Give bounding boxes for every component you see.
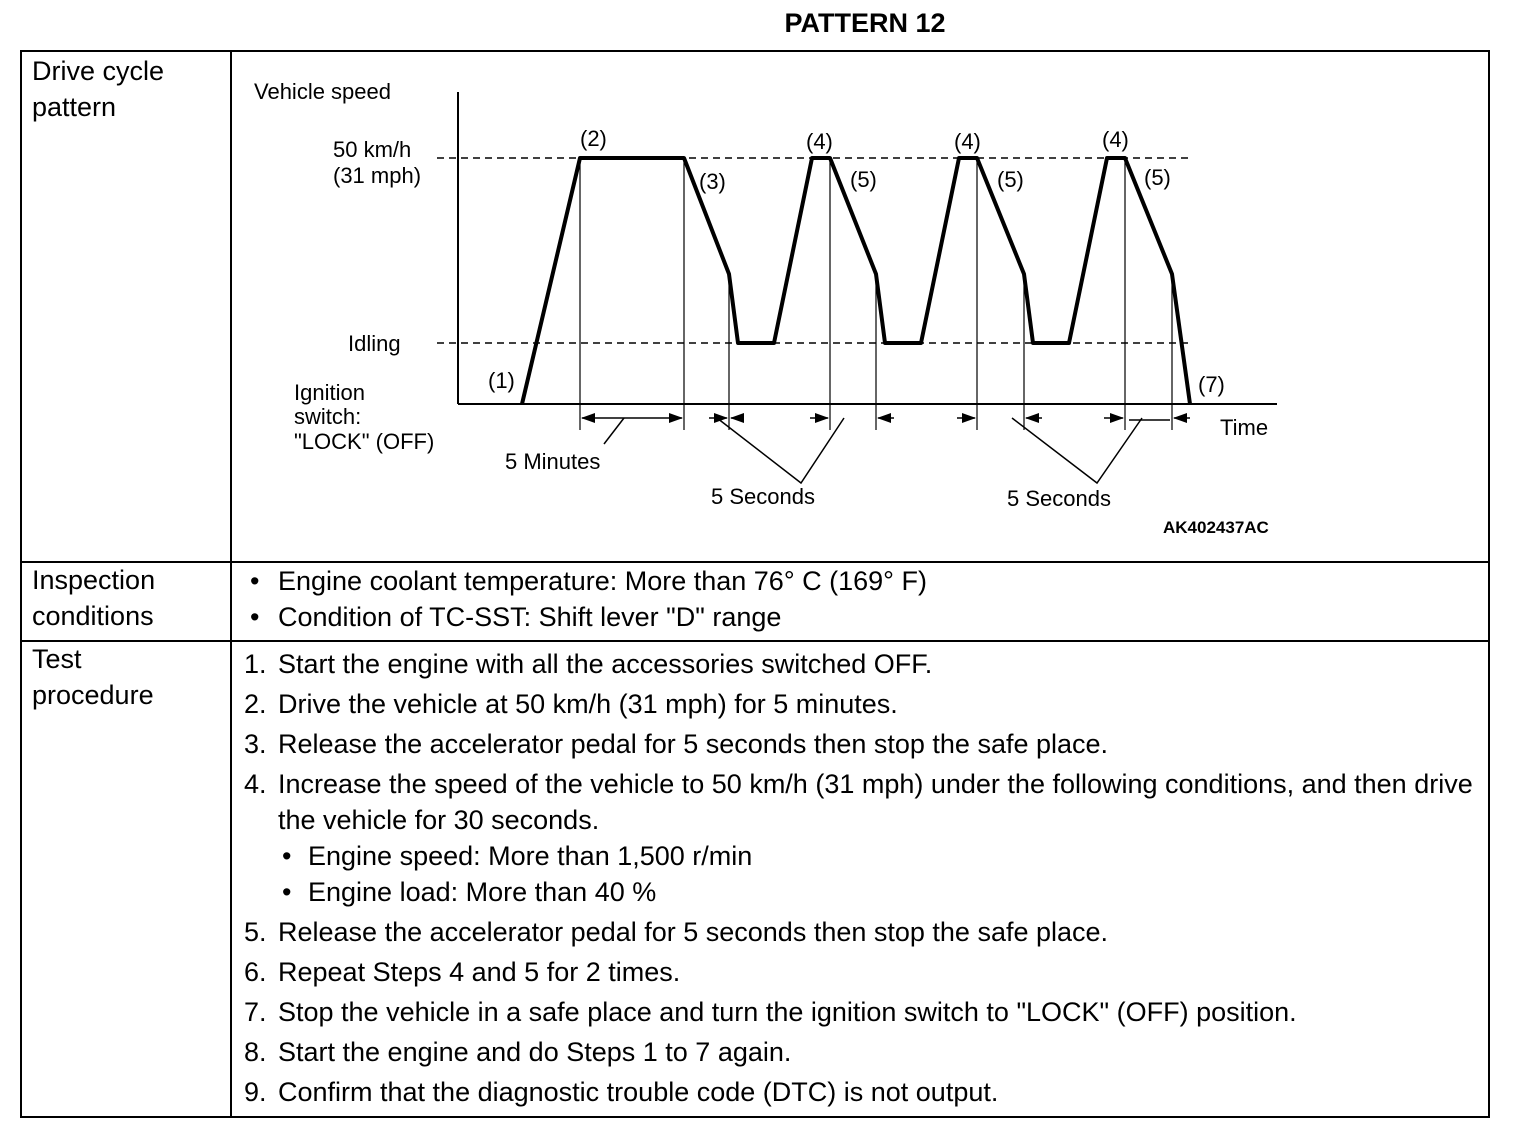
step-number: 3. — [244, 729, 267, 759]
x-axis-label: Time — [1220, 415, 1269, 440]
procedure-step — [244, 954, 1484, 990]
duration-label: 5 Seconds — [711, 484, 815, 509]
sub-condition — [244, 874, 1484, 910]
pattern-table — [20, 50, 1490, 1118]
step-number: 2. — [244, 689, 267, 719]
ignition-label: "LOCK" (OFF) — [294, 429, 435, 454]
marker-label: (4) — [1102, 127, 1129, 152]
bullet: • — [282, 877, 292, 907]
idling-label: Idling — [348, 331, 401, 356]
marker-label: (1) — [488, 368, 515, 393]
marker-label: (5) — [997, 167, 1024, 192]
duration-label: 5 Seconds — [1007, 486, 1111, 511]
ignition-label: Ignition — [294, 380, 365, 405]
list-item — [244, 563, 927, 599]
step-number: 6. — [244, 957, 267, 987]
marker-label: (3) — [699, 169, 726, 194]
procedure-step — [244, 646, 1484, 682]
drive-cycle-label: Drive cycle pattern — [32, 56, 165, 122]
bullet: • — [250, 602, 260, 632]
bullet: • — [282, 841, 292, 871]
procedure-step — [244, 766, 1484, 910]
marker-label: (4) — [954, 129, 981, 154]
step-text: Release the accelerator pedal for 5 seconds then stop the safe place. — [278, 729, 1109, 759]
figure-code: AK402437AC — [1163, 518, 1269, 537]
step-text: Start the engine and do Steps 1 to 7 again. — [278, 1037, 792, 1067]
condition-text: Engine coolant temperature: More than 76° C (169° F) — [278, 566, 927, 596]
inspection-conditions-list — [244, 563, 927, 635]
speed-value-label: (31 mph) — [333, 163, 422, 188]
step-number: 9. — [244, 1077, 267, 1107]
step-number: 7. — [244, 997, 267, 1027]
marker-label: (2) — [580, 126, 607, 151]
inspection-conditions-label: Inspection conditions — [32, 565, 156, 631]
sub-condition-text: Engine speed: More than 1,500 r/min — [308, 841, 753, 871]
marker-label: (5) — [850, 167, 877, 192]
y-axis-label: Vehicle speed — [254, 79, 391, 104]
step-text: Drive the vehicle at 50 km/h (31 mph) for 5 minutes. — [278, 689, 898, 719]
procedure-step — [244, 1074, 1484, 1110]
step-text: Confirm that the diagnostic trouble code (DTC) is not output. — [278, 1077, 999, 1107]
row-divider — [22, 640, 1488, 642]
step-text: Repeat Steps 4 and 5 for 2 times. — [278, 957, 681, 987]
test-procedure-label: Test procedure — [32, 644, 154, 710]
sub-condition — [244, 838, 1484, 874]
step-text: Increase the speed of the vehicle to 50 km/h (31 mph) under the following conditions, and then drive the vehicle for 30 seconds. — [278, 769, 1473, 835]
step-text: Release the accelerator pedal for 5 seconds then stop the safe place. — [278, 917, 1109, 947]
callout-leaders — [604, 418, 1142, 483]
ignition-label: switch: — [294, 404, 362, 429]
duration-label: 5 Minutes — [505, 449, 601, 474]
bullet: • — [250, 566, 260, 596]
speed-profile-line — [522, 158, 1190, 404]
sub-condition-text: Engine load: More than 40 % — [308, 877, 657, 907]
list-item — [244, 599, 927, 635]
marker-label: (5) — [1144, 165, 1171, 190]
step-number: 1. — [244, 649, 267, 679]
marker-label: (7) — [1198, 372, 1225, 397]
condition-text: Condition of TC-SST: Shift lever "D" range — [278, 602, 782, 632]
time-marker-lines — [580, 158, 1172, 430]
step-number: 5. — [244, 917, 267, 947]
step-number: 8. — [244, 1037, 267, 1067]
speed-value-label: 50 km/h — [333, 137, 412, 162]
procedure-step — [244, 686, 1484, 722]
duration-arrows — [582, 418, 1190, 420]
page-title: PATTERN 12 — [784, 8, 946, 38]
step-text: Start the engine with all the accessories switched OFF. — [278, 649, 933, 679]
step-text: Stop the vehicle in a safe place and turn the ignition switch to "LOCK" (OFF) position. — [278, 997, 1297, 1027]
marker-label: (4) — [806, 129, 833, 154]
procedure-step — [244, 726, 1484, 762]
drive-cycle-diagram — [232, 52, 1488, 560]
test-procedure-steps — [244, 646, 1484, 1114]
procedure-step — [244, 994, 1484, 1030]
step-number: 4. — [244, 769, 267, 799]
procedure-step — [244, 914, 1484, 950]
procedure-step — [244, 1034, 1484, 1070]
